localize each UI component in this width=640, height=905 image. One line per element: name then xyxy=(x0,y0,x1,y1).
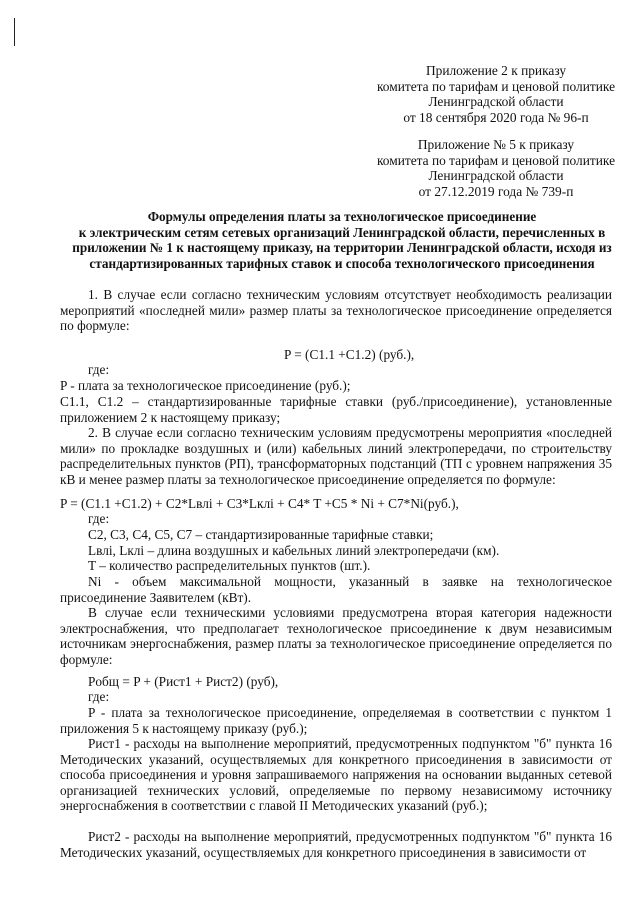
definition-p-total: P - плата за технологическое присоединение, определяемая в соответствии с пунктом 1 приложения 5 к настоящему приказу (руб.); xyxy=(60,705,612,736)
header-line: Приложение № 5 к приказу xyxy=(417,137,575,152)
title-line: к электрическим сетям сетевых организаций Ленинградской области, перечисленных в xyxy=(78,224,606,240)
definition-c2: C2, C3, C4, C5, C7 – стандартизированные тарифные ставки; xyxy=(88,527,434,542)
document-title xyxy=(72,209,612,271)
header-line: Ленинградской области xyxy=(428,94,564,110)
title-line: стандартизированных тарифных ставок и способа технологического присоединения xyxy=(89,255,595,271)
appendix-header-2 xyxy=(376,137,616,199)
formula-3: Pобщ = P + (Pист1 + Pист2) (руб), xyxy=(88,674,279,689)
title-line: приложении № 1 к настоящему приказу, на территории Ленинградской области, исходя из xyxy=(72,240,612,256)
paragraph-3: В случае если техническими условиями предусмотрена вторая категория надежности электроснабжения, что предполагает технологическое присоединение к двум независимым источникам энергоснабжения, размер платы за технологическое присоединение определяется по формуле: xyxy=(60,605,612,667)
definition-p: P - плата за технологическое присоединение (руб.); xyxy=(60,378,351,393)
definition-n: Ni - объем максимальной мощности, указанный в заявке на технологическое присоединение Заявителем (кВт). xyxy=(60,574,612,605)
where-label: где: xyxy=(88,362,110,377)
definition-c11: C1.1, C1.2 – стандартизированные тарифные ставки (руб./присоединение), установленные приложением 2 к настоящему приказу; xyxy=(60,394,612,425)
definition-l: Lвлi, Lклi – длина воздушных и кабельных линий электропередачи (км). xyxy=(88,543,500,558)
definition-pist1: Pист1 - расходы на выполнение мероприятий, предусмотренных подпунктом "б" пункта 16 Методических указаний, осуществляемых для конкретного присоединения в зависимости от способа присоединения и уровня запрашиваемого напряжения на основании выданных сетевой организацией технических условий, определяемые по первому независимому источнику энергоснабжения в соответствии с главой II Методических указаний (руб.); xyxy=(60,736,612,814)
formula-2: P = (C1.1 +C1.2) + C2*Lвлi + C3*Lклi + C4* T +C5 * Ni + C7*Ni(руб.), xyxy=(60,496,459,511)
formula-1: P = (C1.1 +C1.2) (руб.), xyxy=(284,347,415,362)
appendix-header-1 xyxy=(376,63,616,125)
header-line: комитета по тарифам и ценовой политике xyxy=(376,152,616,168)
paragraph-2: 2. В случае если согласно техническим условиям предусмотрены мероприятия «последней мили» по прокладке воздушных и (или) кабельных линий электропередачи, по строительству распределительных пунктов (РП), трансформаторных подстанций (ТП с уровнем напряжения 35 кВ и менее размер платы за технологическое присоединение определяется по формуле: xyxy=(60,425,612,487)
header-line: от 18 сентября 2020 года № 96-п xyxy=(403,109,589,125)
definition-pist2: Pист2 - расходы на выполнение мероприятий, предусмотренных подпунктом "б" пункта 16 Методических указаний, осуществляемых для конкретного присоединения в зависимости от xyxy=(60,829,612,860)
header-line: Приложение 2 к приказу xyxy=(425,63,567,78)
header-line: комитета по тарифам и ценовой политике xyxy=(376,78,616,94)
where-label: где: xyxy=(88,689,110,704)
where-label: где: xyxy=(88,511,110,526)
title-line: Формулы определения платы за технологическое присоединение xyxy=(147,209,537,224)
header-line: от 27.12.2019 года № 739-п xyxy=(418,183,574,199)
margin-mark xyxy=(14,18,15,46)
definition-t: T – количество распределительных пунктов (шт.). xyxy=(88,558,371,573)
header-line: Ленинградской области xyxy=(428,168,564,184)
paragraph-1: 1. В случае если согласно техническим условиям отсутствует необходимость реализации мероприятий «последней мили» размер платы за технологическое присоединение определяется по формуле: xyxy=(60,287,612,334)
